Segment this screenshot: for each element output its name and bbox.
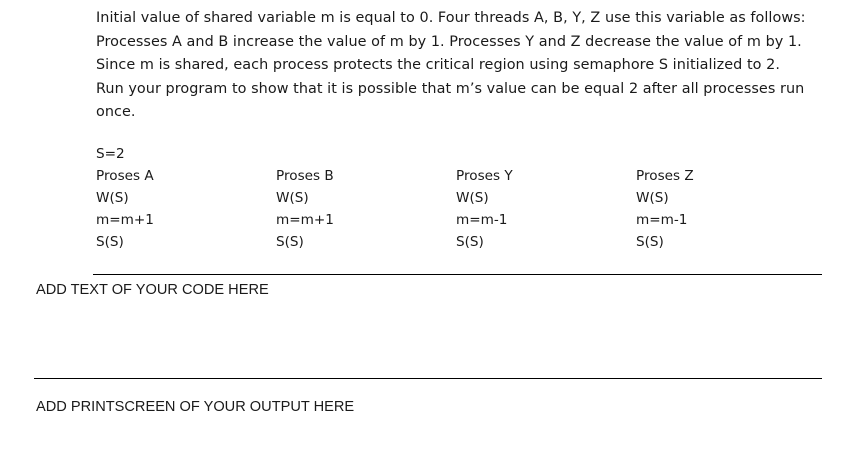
horizontal-divider xyxy=(34,378,822,379)
process-column-y xyxy=(456,165,513,253)
process-signal: S(S) xyxy=(636,234,664,250)
process-wait: W(S) xyxy=(96,190,129,206)
process-wait: W(S) xyxy=(456,190,489,206)
process-operation: m=m-1 xyxy=(456,212,508,228)
process-name: Proses Z xyxy=(636,168,694,184)
output-instruction: ADD PRINTSCREEN OF YOUR OUTPUT HERE xyxy=(36,399,355,415)
horizontal-divider xyxy=(93,274,822,275)
process-signal: S(S) xyxy=(276,234,304,250)
process-signal: S(S) xyxy=(456,234,484,250)
process-column-z xyxy=(636,165,694,253)
question-line: Processes A and B increase the value of m by 1. Processes Y and Z decrease the value of m by 1. xyxy=(96,33,802,50)
process-column-a xyxy=(96,165,154,253)
process-name: Proses Y xyxy=(456,168,513,184)
process-operation: m=m+1 xyxy=(96,212,154,228)
process-wait: W(S) xyxy=(636,190,669,206)
question-line: Initial value of shared variable m is equal to 0. Four threads A, B, Y, Z use this variable as follows: xyxy=(96,10,806,26)
process-signal: S(S) xyxy=(96,234,124,250)
question-text xyxy=(96,7,836,125)
code-instruction: ADD TEXT OF YOUR CODE HERE xyxy=(36,282,269,298)
process-wait: W(S) xyxy=(276,190,309,206)
process-operation: m=m-1 xyxy=(636,212,688,228)
semaphore-init: S=2 xyxy=(96,146,125,162)
question-line: once. xyxy=(96,104,136,121)
process-name: Proses B xyxy=(276,168,334,184)
process-operation: m=m+1 xyxy=(276,212,334,228)
process-column-b xyxy=(276,165,334,253)
question-line: Since m is shared, each process protects the critical region using semaphore S initialized to 2. xyxy=(96,57,780,74)
question-line: Run your program to show that it is possible that m’s value can be equal 2 after all processes run xyxy=(96,80,805,97)
process-name: Proses A xyxy=(96,168,154,184)
